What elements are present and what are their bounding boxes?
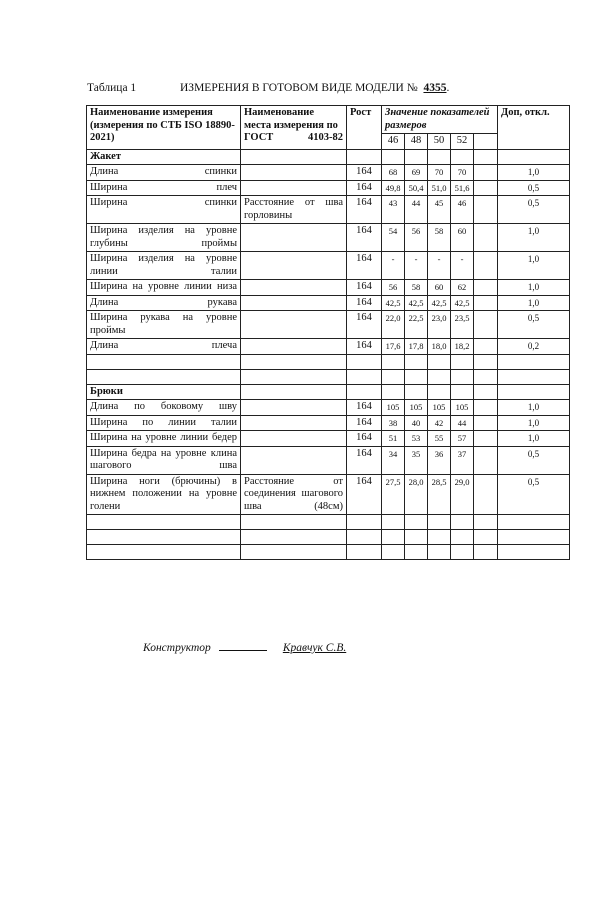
measure-value: 37 xyxy=(451,446,474,474)
cell-empty xyxy=(474,224,498,252)
measure-place xyxy=(241,339,347,355)
measure-value: 42,5 xyxy=(428,295,451,311)
measure-tolerance: 0,5 xyxy=(498,180,570,196)
measure-place xyxy=(241,180,347,196)
measure-height: 164 xyxy=(347,295,382,311)
measure-height: 164 xyxy=(347,252,382,280)
measure-value: 35 xyxy=(405,446,428,474)
measure-name: Ширина изделия на уровне глубины проймы xyxy=(87,224,241,252)
size-50: 50 xyxy=(428,134,451,150)
measure-name: Длина по боковому шву xyxy=(87,400,241,416)
measure-value: 56 xyxy=(382,280,405,296)
measure-value: 22,5 xyxy=(405,311,428,339)
cell-empty xyxy=(474,415,498,431)
measure-height: 164 xyxy=(347,196,382,224)
measure-height: 164 xyxy=(347,446,382,474)
header-values: Значение показателей размеров xyxy=(382,106,498,134)
measure-value: 105 xyxy=(405,400,428,416)
measure-name: Ширина рукава на уровне проймы xyxy=(87,311,241,339)
measure-value: 51,6 xyxy=(451,180,474,196)
measure-value: 17,6 xyxy=(382,339,405,355)
empty-row xyxy=(87,369,570,384)
measure-name: Ширина на уровне линии бедер xyxy=(87,431,241,447)
measure-place: Расстояние от соединения шагового шва (48см) xyxy=(241,474,347,515)
cell-empty xyxy=(405,384,428,400)
measure-value: 45 xyxy=(428,196,451,224)
cell-empty xyxy=(474,180,498,196)
cell-empty xyxy=(474,149,498,165)
measure-value: 70 xyxy=(428,165,451,181)
header-dop: Доп, откл. xyxy=(498,106,570,150)
cell-empty xyxy=(474,280,498,296)
measure-value: 28,5 xyxy=(428,474,451,515)
measure-name: Длина рукава xyxy=(87,295,241,311)
measure-value: 60 xyxy=(451,224,474,252)
measure-place xyxy=(241,252,347,280)
measure-height: 164 xyxy=(347,415,382,431)
size-52: 52 xyxy=(451,134,474,150)
measure-name: Ширина по линии талии xyxy=(87,415,241,431)
measure-value: - xyxy=(428,252,451,280)
cell-empty xyxy=(241,149,347,165)
measure-value: 34 xyxy=(382,446,405,474)
empty-row xyxy=(87,530,570,545)
cell-empty xyxy=(474,295,498,311)
cell-empty xyxy=(474,446,498,474)
table-row xyxy=(87,431,570,447)
measure-place xyxy=(241,165,347,181)
measure-value: 18,2 xyxy=(451,339,474,355)
measure-place: Расстояние от шва горловины xyxy=(241,196,347,224)
measure-value: 18,0 xyxy=(428,339,451,355)
size-46: 46 xyxy=(382,134,405,150)
cell-empty xyxy=(474,384,498,400)
measure-name: Длина спинки xyxy=(87,165,241,181)
size-48: 48 xyxy=(405,134,428,150)
cell-empty xyxy=(405,149,428,165)
header-row xyxy=(87,106,570,134)
measure-value: 55 xyxy=(428,431,451,447)
signature-block xyxy=(143,640,346,654)
measure-value: 50,4 xyxy=(405,180,428,196)
cell-empty xyxy=(474,311,498,339)
measure-height: 164 xyxy=(347,311,382,339)
measure-name: Длина плеча xyxy=(87,339,241,355)
section-jacket: Жакет xyxy=(87,149,241,165)
measure-value: 42 xyxy=(428,415,451,431)
table-row xyxy=(87,400,570,416)
cell-empty xyxy=(474,252,498,280)
measure-value: 54 xyxy=(382,224,405,252)
cell-empty xyxy=(474,339,498,355)
measure-value: 42,5 xyxy=(405,295,428,311)
cell-empty xyxy=(474,196,498,224)
measure-value: 62 xyxy=(451,280,474,296)
measure-value: 40 xyxy=(405,415,428,431)
header-name: Наименование измерения (измерения по СТБ ISO 18890-2021) xyxy=(87,106,241,150)
measure-place xyxy=(241,311,347,339)
cell-empty xyxy=(347,384,382,400)
cell-empty xyxy=(428,149,451,165)
measure-height: 164 xyxy=(347,400,382,416)
measure-value: 51,0 xyxy=(428,180,451,196)
table-row xyxy=(87,415,570,431)
measure-value: - xyxy=(382,252,405,280)
measure-value: 44 xyxy=(451,415,474,431)
measure-tolerance: 1,0 xyxy=(498,165,570,181)
measure-height: 164 xyxy=(347,474,382,515)
cell-empty xyxy=(241,384,347,400)
table-row xyxy=(87,295,570,311)
measure-height: 164 xyxy=(347,339,382,355)
measure-value: 43 xyxy=(382,196,405,224)
measure-tolerance: 0,2 xyxy=(498,339,570,355)
header-place: Наименование места измерения по ГОСТ 4103-82 xyxy=(241,106,347,150)
measure-value: 22,0 xyxy=(382,311,405,339)
cell-empty xyxy=(474,474,498,515)
measure-value: 58 xyxy=(405,280,428,296)
table-row xyxy=(87,311,570,339)
measure-tolerance: 1,0 xyxy=(498,224,570,252)
empty-row xyxy=(87,354,570,369)
measure-value: 105 xyxy=(428,400,451,416)
table-row xyxy=(87,180,570,196)
title-end: . xyxy=(446,82,450,94)
empty-row xyxy=(87,515,570,530)
measure-name: Ширина плеч xyxy=(87,180,241,196)
table-row xyxy=(87,339,570,355)
measure-place xyxy=(241,295,347,311)
measure-value: 53 xyxy=(405,431,428,447)
cell-empty xyxy=(498,384,570,400)
measure-value: 42,5 xyxy=(451,295,474,311)
cell-empty xyxy=(451,149,474,165)
measure-place xyxy=(241,280,347,296)
cell-empty xyxy=(474,400,498,416)
measure-tolerance: 1,0 xyxy=(498,400,570,416)
measure-tolerance: 1,0 xyxy=(498,280,570,296)
measure-value: 58 xyxy=(428,224,451,252)
measure-height: 164 xyxy=(347,180,382,196)
measure-place xyxy=(241,224,347,252)
measure-tolerance: 1,0 xyxy=(498,431,570,447)
table-row xyxy=(87,474,570,515)
table-row xyxy=(87,224,570,252)
measure-name: Ширина спинки xyxy=(87,196,241,224)
measure-value: 70 xyxy=(451,165,474,181)
cell-empty xyxy=(498,149,570,165)
measure-tolerance: 1,0 xyxy=(498,295,570,311)
measure-value: 38 xyxy=(382,415,405,431)
cell-empty xyxy=(382,384,405,400)
table-row xyxy=(87,165,570,181)
table-row xyxy=(87,280,570,296)
measure-value: 44 xyxy=(405,196,428,224)
measure-value: 17,8 xyxy=(405,339,428,355)
section-row xyxy=(87,384,570,400)
measure-name: Ширина ноги (брючины) в нижнем положении на уровне голени xyxy=(87,474,241,515)
table-title xyxy=(180,82,449,94)
measure-value: 23,5 xyxy=(451,311,474,339)
size-empty xyxy=(474,134,498,150)
measure-height: 164 xyxy=(347,280,382,296)
measure-place xyxy=(241,446,347,474)
signature-name: Кравчук С.В. xyxy=(282,642,347,654)
measure-value: 69 xyxy=(405,165,428,181)
measure-tolerance: 0,5 xyxy=(498,311,570,339)
measure-value: 42,5 xyxy=(382,295,405,311)
cell-empty xyxy=(428,384,451,400)
cell-empty xyxy=(382,149,405,165)
cell-empty xyxy=(474,165,498,181)
measure-value: 68 xyxy=(382,165,405,181)
measure-tolerance: 0,5 xyxy=(498,446,570,474)
measure-value: 51 xyxy=(382,431,405,447)
table-row xyxy=(87,252,570,280)
signature-role: Конструктор xyxy=(143,642,211,654)
measure-value: 49,8 xyxy=(382,180,405,196)
measure-value: 23,0 xyxy=(428,311,451,339)
title-text: ИЗМЕРЕНИЯ В ГОТОВОМ ВИДЕ МОДЕЛИ № xyxy=(180,82,418,94)
measure-value: 46 xyxy=(451,196,474,224)
measure-value: 105 xyxy=(451,400,474,416)
measure-height: 164 xyxy=(347,224,382,252)
header-height: Рост xyxy=(347,106,382,150)
measure-place xyxy=(241,431,347,447)
measure-value: 28,0 xyxy=(405,474,428,515)
cell-empty xyxy=(474,431,498,447)
measure-tolerance: 0,5 xyxy=(498,474,570,515)
cell-empty xyxy=(347,149,382,165)
measure-place xyxy=(241,415,347,431)
table-number: Таблица 1 xyxy=(87,82,137,94)
measure-tolerance: 1,0 xyxy=(498,415,570,431)
empty-row xyxy=(87,545,570,560)
table-row xyxy=(87,196,570,224)
section-pants: Брюки xyxy=(87,384,241,400)
model-number: 4355 xyxy=(423,82,447,94)
measure-value: 57 xyxy=(451,431,474,447)
measure-value: 27,5 xyxy=(382,474,405,515)
measure-name: Ширина на уровне линии низа xyxy=(87,280,241,296)
section-row xyxy=(87,149,570,165)
table-row xyxy=(87,446,570,474)
measure-name: Ширина изделия на уровне линии талии xyxy=(87,252,241,280)
measure-tolerance: 0,5 xyxy=(498,196,570,224)
cell-empty xyxy=(451,384,474,400)
measure-height: 164 xyxy=(347,431,382,447)
measure-value: 36 xyxy=(428,446,451,474)
measure-tolerance: 1,0 xyxy=(498,252,570,280)
measure-height: 164 xyxy=(347,165,382,181)
measure-value: - xyxy=(451,252,474,280)
measure-place xyxy=(241,400,347,416)
measure-value: 56 xyxy=(405,224,428,252)
measure-value: 60 xyxy=(428,280,451,296)
measure-value: - xyxy=(405,252,428,280)
measurements-table xyxy=(86,105,570,560)
measure-value: 105 xyxy=(382,400,405,416)
measure-value: 29,0 xyxy=(451,474,474,515)
measure-name: Ширина бедра на уровне клина шагового шва xyxy=(87,446,241,474)
signature-line xyxy=(219,640,267,651)
